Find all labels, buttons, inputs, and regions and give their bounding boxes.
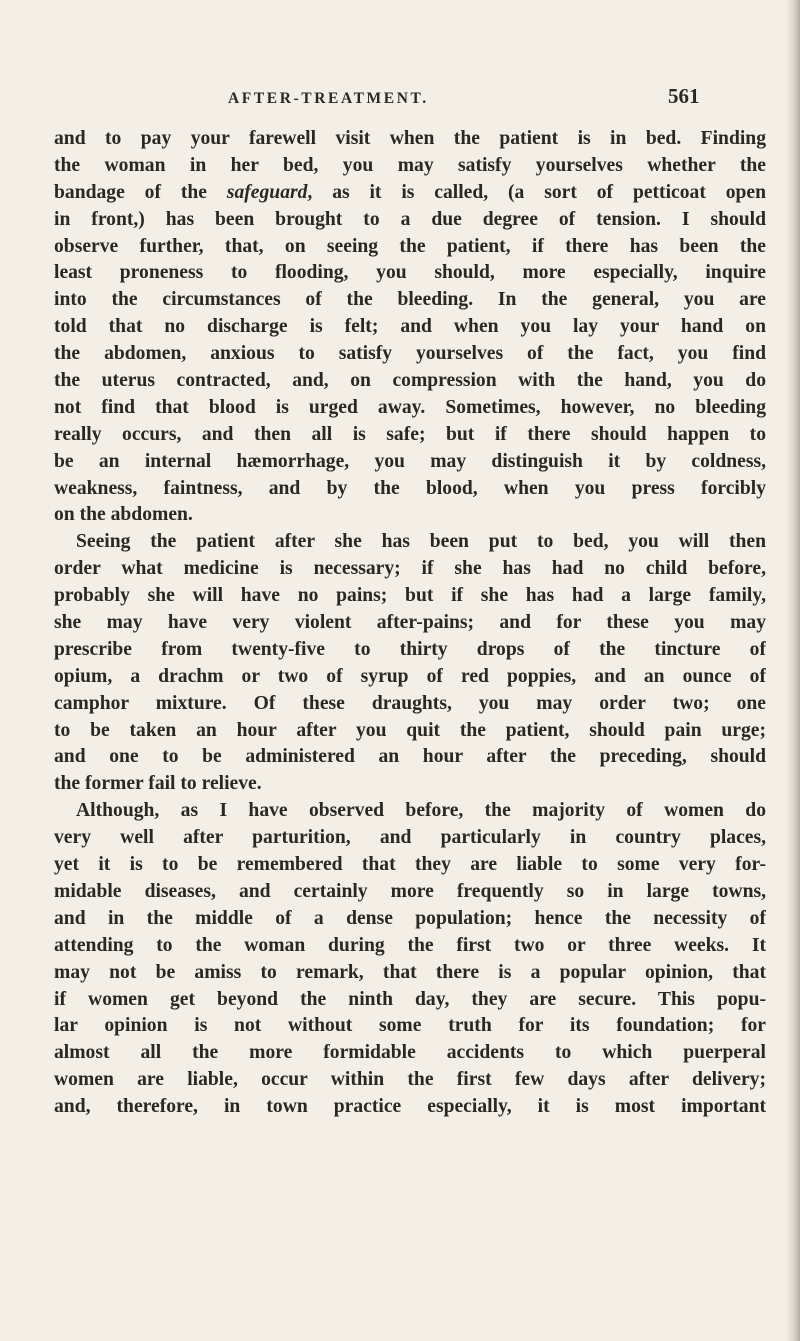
body-text xyxy=(54,126,766,1121)
page-header xyxy=(0,84,800,114)
text-line: she may have very violent after-pains; and for these you may xyxy=(54,612,766,634)
emphasis-safeguard: safeguard xyxy=(226,181,308,203)
text-line: the former fail to relieve. xyxy=(54,773,262,795)
text-line: told that no discharge is felt; and when you lay your hand on xyxy=(54,316,766,338)
text-line: prescribe from twenty-five to thirty drops of the tincture of xyxy=(54,638,766,660)
text-line: in front,) has been brought to a due degree of tension. I should xyxy=(54,208,766,230)
binding-shadow xyxy=(786,0,800,1341)
paragraph xyxy=(54,529,766,798)
text-line: midable diseases, and certainly more frequently so in large towns, xyxy=(54,880,766,902)
text-line: and one to be administered an hour after the preceding, should xyxy=(54,746,766,768)
text-line: the abdomen, anxious to satisfy yourselves of the fact, you find xyxy=(54,343,766,365)
text-line: lar opinion is not without some truth for its foundation; for xyxy=(54,1015,766,1037)
text-line: may not be amiss to remark, that there is a popular opinion, that xyxy=(54,961,766,983)
text-line: camphor mixture. Of these draughts, you may order two; one xyxy=(54,692,766,714)
text-line: the woman in her bed, you may satisfy yourselves whether the xyxy=(54,154,766,176)
paragraph xyxy=(54,798,766,1121)
text-line: women are liable, occur within the first few days after delivery; xyxy=(54,1069,766,1091)
text-line: almost all the more formidable accidents to which puerperal xyxy=(54,1042,766,1064)
text-fragment: bandage of the xyxy=(54,181,227,203)
text-line: and in the middle of a dense population; hence the necessity of xyxy=(54,907,766,929)
page-number: 561 xyxy=(668,84,700,108)
text-line: observe further, that, on seeing the patient, if there has been the xyxy=(54,235,766,257)
text-line: weakness, faintness, and by the blood, when you press forcibly xyxy=(54,477,766,499)
text-line: on the abdomen. xyxy=(54,504,193,526)
text-line: to be taken an hour after you quit the patient, should pain urge; xyxy=(54,719,766,741)
text-line: Although, as I have observed before, the majority of women do xyxy=(76,800,766,822)
text-line: opium, a drachm or two of syrup of red poppies, and an ounce of xyxy=(54,665,766,687)
text-line: the uterus contracted, and, on compression with the hand, you do xyxy=(54,370,766,392)
text-line: and, therefore, in town practice especially, it is most important xyxy=(54,1096,766,1118)
text-fragment: , as it is called, (a sort of petticoat open xyxy=(307,181,766,203)
text-line: into the circumstances of the bleeding. In the general, you are xyxy=(54,289,766,311)
text-line: attending to the woman during the first two or three weeks. It xyxy=(54,934,766,956)
text-line: not find that blood is urged away. Sometimes, however, no bleeding xyxy=(54,396,766,418)
paragraph xyxy=(54,126,766,529)
text-line: very well after parturition, and particularly in country places, xyxy=(54,827,766,849)
text-line: probably she will have no pains; but if she has had a large family, xyxy=(54,585,766,607)
text-line: order what medicine is necessary; if she has had no child before, xyxy=(54,558,766,580)
text-line xyxy=(54,180,766,207)
text-line: if women get beyond the ninth day, they are secure. This popu- xyxy=(54,988,766,1010)
text-line: and to pay your farewell visit when the patient is in bed. Finding xyxy=(54,128,766,149)
text-line: least proneness to flooding, you should, more especially, inquire xyxy=(54,262,766,284)
running-head: AFTER-TREATMENT. xyxy=(228,90,429,107)
text-line: really occurs, and then all is safe; but if there should happen to xyxy=(54,423,766,445)
text-line: be an internal hæmorrhage, you may distinguish it by coldness, xyxy=(54,450,766,472)
text-line: yet it is to be remembered that they are liable to some very for- xyxy=(54,854,766,876)
text-line: Seeing the patient after she has been put to bed, you will then xyxy=(76,531,766,553)
